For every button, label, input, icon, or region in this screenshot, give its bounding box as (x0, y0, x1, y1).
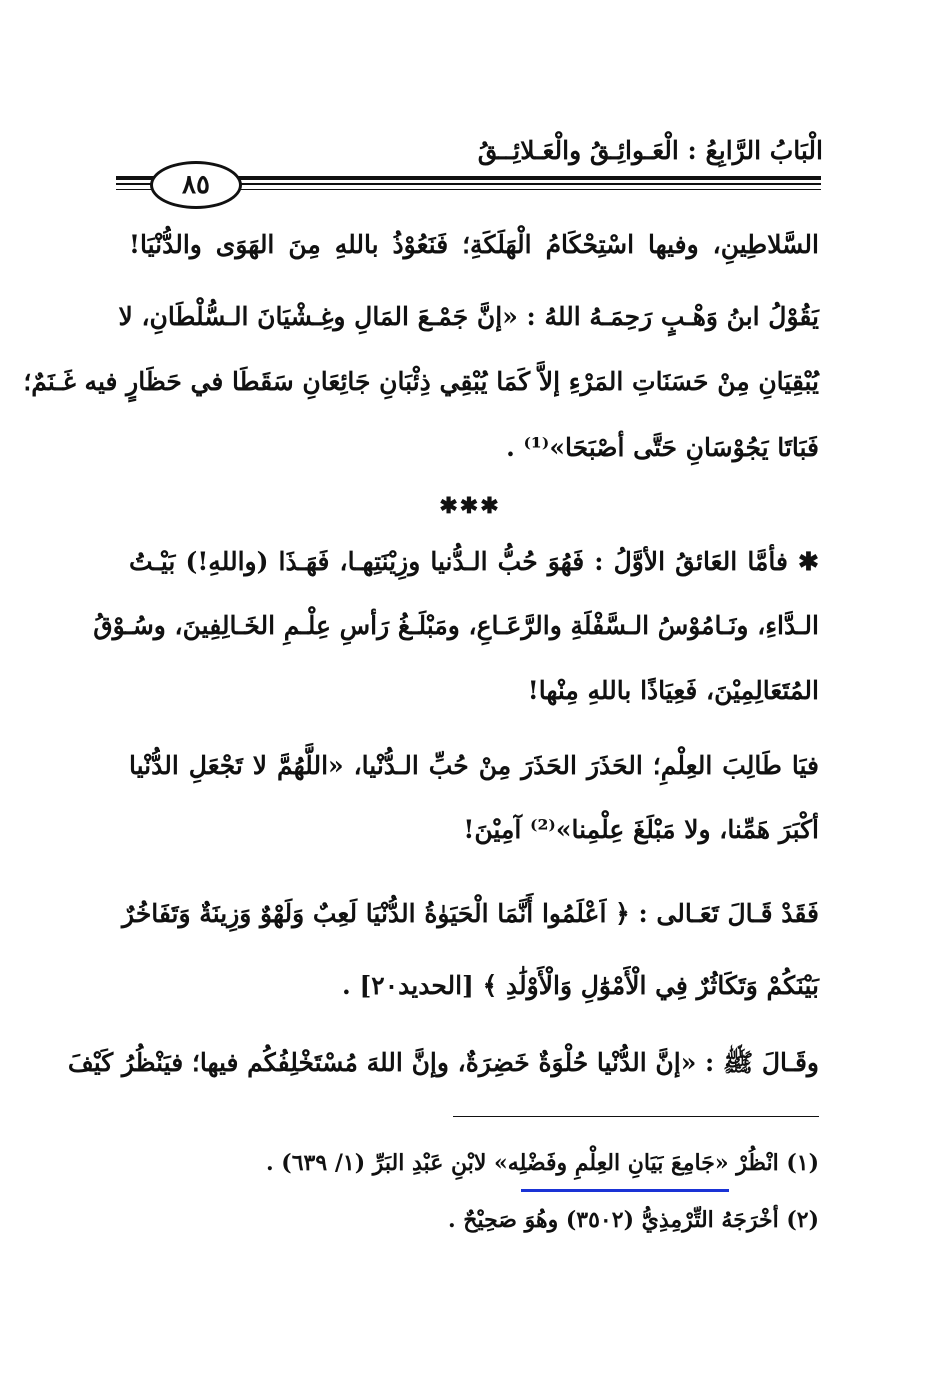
section-separator-stars: ✱✱✱ (439, 493, 501, 519)
text-line: فيَا طَالِبَ العِلْمِ؛ الحَذَرَ الحَذَرَ مِنْ حُبِّ الـدُّنْيا، «اللَّهُمَّ لا تَجْعَلِ الدُّنْيا (129, 751, 819, 780)
quran-verse-line: فَقَدْ قَـالَ تَعَـالى : ﴿ اَعْلَمُوا أَنَّمَا الْحَيَوٰةُ الدُّنْيَا لَعِبٌ وَلَهْوٌ وَزِينَةٌ وَتَفَاخُرٌ (122, 899, 819, 928)
text-line: ✱ فأمَّا العَائقُ الأوَّلُ : فَهُوَ حُبُّ الـدُّنيا وزِيْنَتِهـا، فَهَـذَا (واللهِ!) بَيْـتُ (129, 547, 819, 576)
hadith-line: وقَـالَ ﷺ : «إنَّ الدُّنْيا حُلْوَةٌ خَضِرَةٌ، وإنَّ اللهَ مُسْتَخْلِفُكُم فيها؛ فيَنْظُرُ كَيْفَ (67, 1048, 819, 1077)
highlight-underline (521, 1189, 729, 1192)
footnote-separator (453, 1116, 819, 1117)
text-line: السَّلاطِينِ، وفيها اسْتِحْكَامُ الْهَلَكَةِ؛ فَنَعُوْذُ باللهِ مِنَ الهَوَى والدُّنْيَا! (129, 230, 819, 259)
text-line: يُبْقِيَانِ مِنْ حَسَنَاتِ المَرْءِ إلاَّ كَمَا يُبْقِي ذِئْبَانِ جَائِعَانِ سَقَطَا في حَظَارٍ فيه غَـنَمٌ؛ (23, 367, 819, 396)
text-line: أكْبَرَ هَمِّنا، ولا مَبْلَغَ عِلْمِنا»⁽²⁾ آمِيْنَ! (463, 815, 819, 844)
footnote: (٢) أخْرَجَهُ التِّرْمِذِيُّ (٣٥٠٢) وهُوَ صَحِيْحٌ . (447, 1207, 819, 1233)
text-line: يَقُوْلُ ابنُ وَهْـبٍ رَحِمَـهُ اللهُ : «إنَّ جَمْـعَ المَالِ وغِـشْيَانَ الـسُّلْطَانِ، لا (118, 302, 819, 331)
text-line: الـدَّاءِ، ونَـامُوْسُ الـسَّفْلَةِ والرَّعَـاعِ، ومَبْلَـغُ رَأسِ عِلْـمِ الخَـالِفِينَ، وسُـوْقُ (93, 611, 819, 640)
text-line: المُتَعَالِمِيْنَ، فَعِيَاذًا باللهِ مِنْها! (527, 676, 819, 705)
page-number: ٨٥ (182, 170, 210, 200)
text-line: فَبَاتَا يَجُوْسَانِ حَتَّى أصْبَحَا»⁽¹⁾ . (506, 433, 819, 462)
page-number-badge (150, 161, 242, 209)
footnote: (١) انْظُرْ «جَامِعَ بَيَانِ العِلْمِ وفَضْلِه» لابْنِ عَبْدِ البَرِّ (١/ ٦٣٩) . (265, 1150, 819, 1176)
chapter-header-title: الْبَابُ الرَّابِعُ : الْعَـوائِـقُ والْعَـلائِــقُ (477, 136, 823, 165)
quran-verse-line: بَيْنَكُمْ وَتَكَاثُرٌ فِي الْأَمْوَٰلِ وَالْأَوْلَٰدِ ﴾ [الحديد٢٠] . (342, 971, 819, 1000)
